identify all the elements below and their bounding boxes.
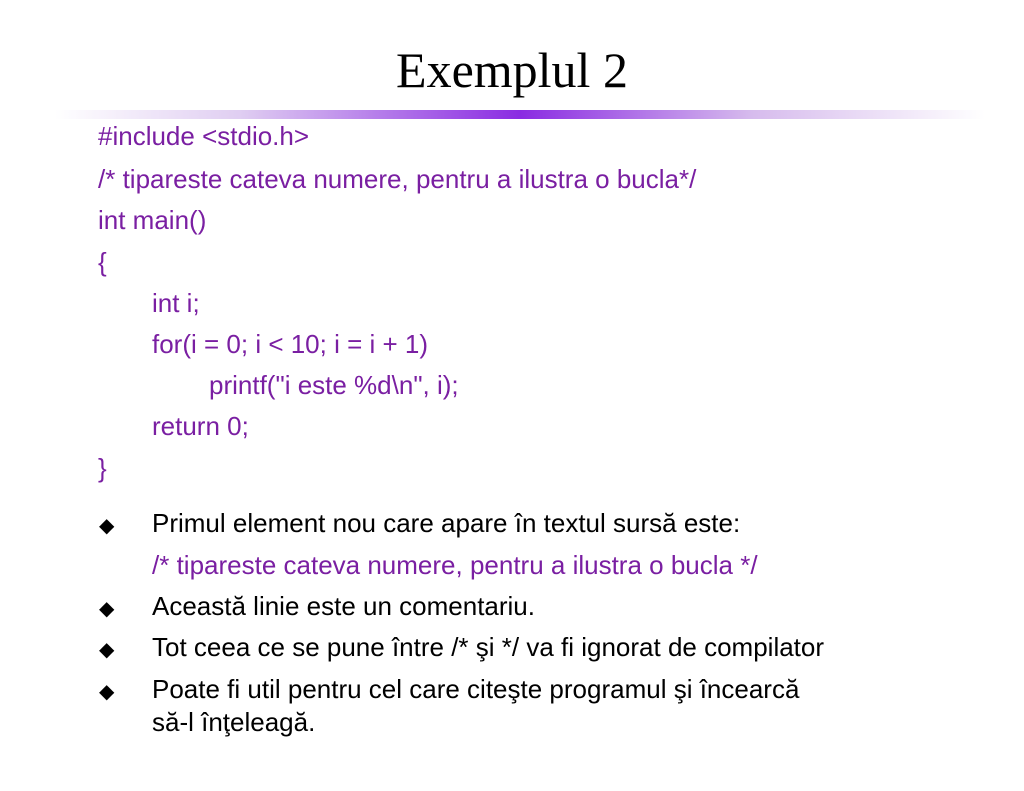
bullet-text: Tot ceea ce se pune între /* şi */ va fi ignorat de compilator [152, 632, 825, 662]
bullet-text: Această linie este un comentariu. [152, 591, 535, 621]
code-line: int main() [98, 205, 207, 235]
bullet-text-continuation: să-l înţeleagă. [152, 707, 316, 737]
code-line: return 0; [152, 411, 249, 441]
title-divider [55, 110, 985, 119]
code-line: /* tipareste cateva numere, pentru a ilustra o bucla*/ [98, 164, 697, 194]
bullet-text: Poate fi util pentru cel care citeşte programul şi încearcă [152, 674, 800, 704]
code-line: } [98, 453, 107, 483]
diamond-bullet-icon: ◆ [99, 513, 115, 537]
slide-title: Exemplul 2 [396, 42, 628, 98]
diamond-bullet-icon: ◆ [99, 596, 115, 620]
diamond-bullet-icon: ◆ [99, 637, 115, 661]
code-line: printf("i este %d\n", i); [209, 370, 459, 400]
code-line: { [98, 247, 107, 277]
code-line: int i; [152, 288, 200, 318]
bullet-subtext-comment: /* tipareste cateva numere, pentru a ilustra o bucla */ [152, 550, 758, 580]
bullet-text: Primul element nou care apare în textul sursă este: [152, 508, 741, 538]
diamond-bullet-icon: ◆ [99, 679, 115, 703]
code-line: for(i = 0; i < 10; i = i + 1) [152, 329, 429, 359]
code-line: #include <stdio.h> [98, 121, 310, 151]
